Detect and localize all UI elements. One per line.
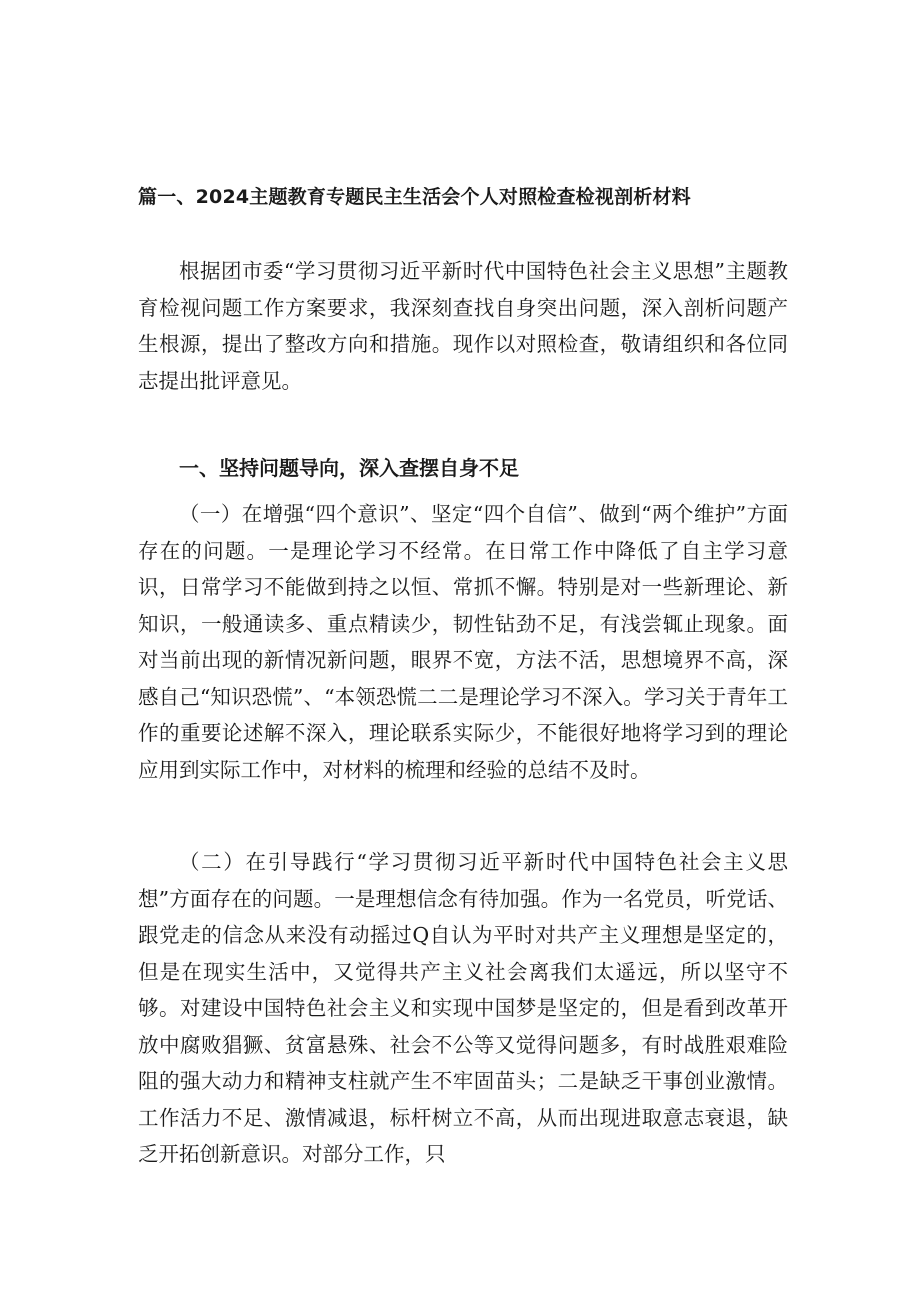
subsection-2-paragraph: （二）在引导践行“学习贯彻习近平新时代中国特色社会主义思想”方面存在的问题。一是理想信念有待加强。作为一名党员，听党话、跟党走的信念从来没有动摇过Q自认为平时对共产主义理想是坚定的，但是在现实生活中，又觉得共产主义社会离我们太遥远，所以坚守不够。对建设中国特色社会主义和实现中国梦是坚定的，但是看到改革开放中腐败猖獗、贫富悬殊、社会不公等又觉得问题多，有时战胜艰难险阻的强大动力和精神支柱就产生不牢固苗头；二是缺乏干事创业激情。工作活力不足、激情减退，标杆树立不高，从而出现进取意志衰退，缺乏开拓创新意识。对部分工作，只	[138, 850, 788, 1166]
document-title: 篇一、2024主题教育专题民主生活会个人对照检查检视剖析材料	[138, 186, 691, 208]
section-heading: 一、坚持问题导向，深入查摆自身不足	[179, 456, 519, 480]
intro-paragraph: 根据团市委“学习贯彻习近平新时代中国特色社会主义思想”主题教育检视问题工作方案要求，我深刻查找自身突出问题，深入剖析问题产生根源，提出了整改方向和措施。现作以对照检查，敬请组织和各位同志提出批评意见。	[138, 259, 788, 393]
subsection-1-paragraph: （一）在增强“四个意识”、坚定“四个自信”、做到“两个维护”方面存在的问题。一是理论学习不经常。在日常工作中降低了自主学习意识，日常学习不能做到持之以恒、常抓不懈。特别是对一些新理论、新知识，一般通读多、重点精读少，韧性钻劲不足，有浅尝辄止现象。面对当前出现的新情况新问题，眼界不宽，方法不活，思想境界不高，深感自己“知识恐慌”、“本领恐慌二二是理论学习不深入。学习关于青年工作的重要论述解不深入，理论联系实际少，不能很好地将学习到的理论应用到实际工作中，对材料的梳理和经验的总结不及时。	[138, 502, 788, 782]
